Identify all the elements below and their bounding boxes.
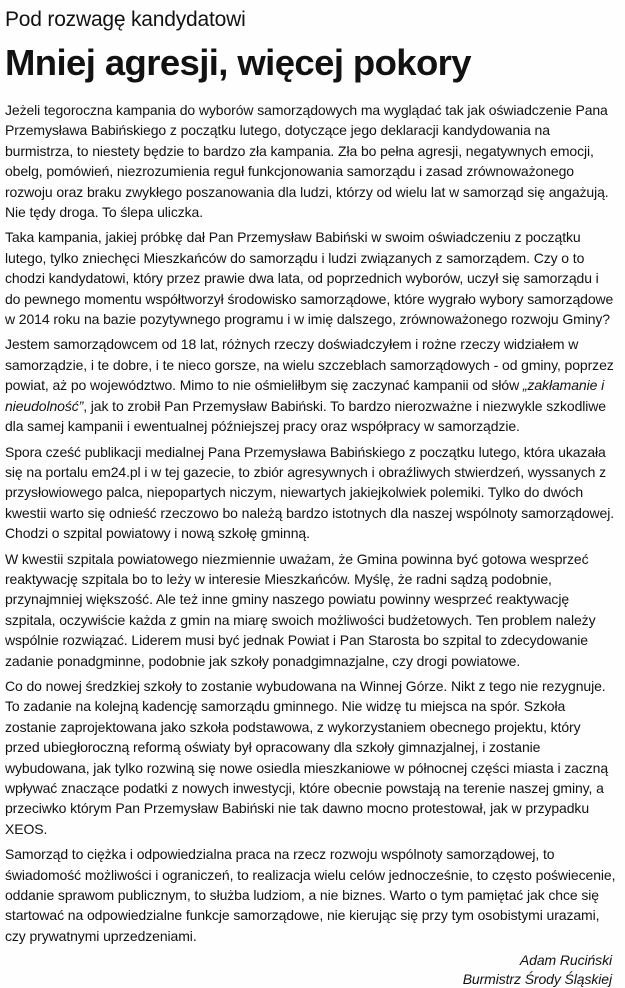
article-paragraph-2: Taka kampania, jakiej próbkę dał Pan Przemysław Babiński w swoim oświadczeniu z początku lutego, tylko zniechęci Mieszkańców do samorządu i ludzi związanych z samorządem. Czy o to chodzi kandydatowi, który przez prawie dwa lata, od poprzednich wyborów, uczył się samorządu i do pewnego momentu współtworzył środowisko samorządowe, które wygrało wybory samorządowe w 2014 roku na bazie pozytywnego programu i w imię dalszego, zrównoważonego rozwoju Gminy? — [5, 229, 614, 328]
article-paragraph-4: Spora cześć publikacji medialnej Pana Przemysława Babińskiego z początku lutego, która ukazała się na portalu em24.pl i w tej gazecie, to zbiór agresywnych i obraźliwych stwierdzeń, wyssanych z przysłowiowego palca, niepopartych niczym, niewartych jakiejkolwiek polemiki. Tylko do dwóch kwestii warto się odnieść rzeczowo bo należą bardzo istotnych dla naszej wspólnoty samorządowej. Chodzi o szpital powiatowy i nową szkołę gminną. — [5, 443, 615, 542]
article-paragraph-5: W kwestii szpitala powiatowego niezmiennie uważam, że Gmina powinna być gotowa wesprzeć reaktywację szpitala bo to leży w interesie Mieszkańców. Myślę, że radni sądzą podobnie, przynajmniej większość. Ale też inne gminy naszego powiatu powinny wesprzeć reaktywację szpitala, oczywiście każda z gmin na miarę swoich możliwości budżetowych. Ten problem należy wspólnie rozwiązać. Liderem musi być jednak Powiat i Pan Starosta bo szpital to zdecydowanie zadanie ponadgminne, podobnie jak szkoły ponadgimnazjalne, czy drogi powiatowe. — [5, 550, 596, 669]
article-kicker: Pod rozwagę kandydatowi — [5, 8, 246, 31]
signature-block — [5, 951, 617, 988]
article-title: Mniej agresji, więcej pokory — [5, 42, 471, 83]
article-paragraph-3 — [5, 334, 617, 436]
article-paragraph-3-text-before: Jestem samorządowcem od 18 lat, różnych rzeczy doświadczyłem i rożne rzeczy widziałem w samorządzie, i te dobre, i te nieco gorsze, na wielu szczeblach samorządowych - od gminy, poprzez powiat, aż po województwo. Mimo to nie ośmieliłbym się zaczynać kampanii od słów — [5, 336, 614, 394]
signature-name: Adam Ruciński — [519, 952, 612, 969]
article-paragraph-1: Jeżeli tegoroczna kampania do wyborów samorządowych ma wyglądać tak jak oświadczenie Pana Przemysława Babińskiego z początku lutego, dotyczące jego deklaracji kandydowania na burmistrza, to niestety będzie to bardzo zła kampania. Zła bo pełna agresji, negatywnych emocji, obelg, pomówień, niezrozumienia reguł funkcjonowania samorządu i zasad zrównoważonego rozwoju oraz braku zwykłego poszanowania dla ludzi, którzy od wielu lat w samorząd się angażują. Nie tędy droga. To ślepa uliczka. — [5, 102, 609, 221]
article-paragraph-6: Co do nowej średzkiej szkoły to zostanie wybudowana na Winnej Górze. Nikt z tego nie rezygnuje. To zadanie na kolejną kadencję samorządu gminnego. Nie widzę tu miejsca na spór. Szkoła zostanie zaprojektowana jako szkoła podstawowa, z wykorzystaniem obecnego projektu, który przed ubiegłoroczną reformą oświaty był opracowany dla szkoły gimnazjalnej, i zostanie wybudowana, jak tylko rozwiną się nowe osiedla mieszkaniowe w północnej części miasta i zaczną wpływać znaczące podatki z nowych inwestycji, które obecnie powstają na terenie naszej gminy, a przeciwko którym Pan Przemysław Babiński nie tak dawno mocno protestował, jak w przypadku XEOS. — [5, 677, 609, 837]
signature-role: Burmistrz Środy Śląskiej — [462, 970, 612, 987]
article-paragraph-7: Samorząd to ciężka i odpowiedzialna praca na rzecz rozwoju wspólnoty samorządowej, to świadomość możliwości i ograniczeń, to realizacja wielu celów jednocześnie, to często poświecenie, oddanie sprawom publicznym, to służba ludziom, a nie biznes. Warto o tym pamiętać jak chce się startować na odpowiedzialne funkcje samorządowe, nie kierując się przy tym osobistymi urazami, czy prywatnymi uprzedzeniami. — [5, 846, 616, 944]
article-paragraph-3-text-after: , jak to zrobił Pan Przemysław Babiński. To bardzo nierozważne i niezwykle szkodliwe dla samej kampanii i ewentualnej późniejszej pracy oraz współpracy w samorządzie. — [5, 397, 606, 435]
quoted-phrase: „zakłamanie i nieudolność” — [5, 377, 605, 414]
